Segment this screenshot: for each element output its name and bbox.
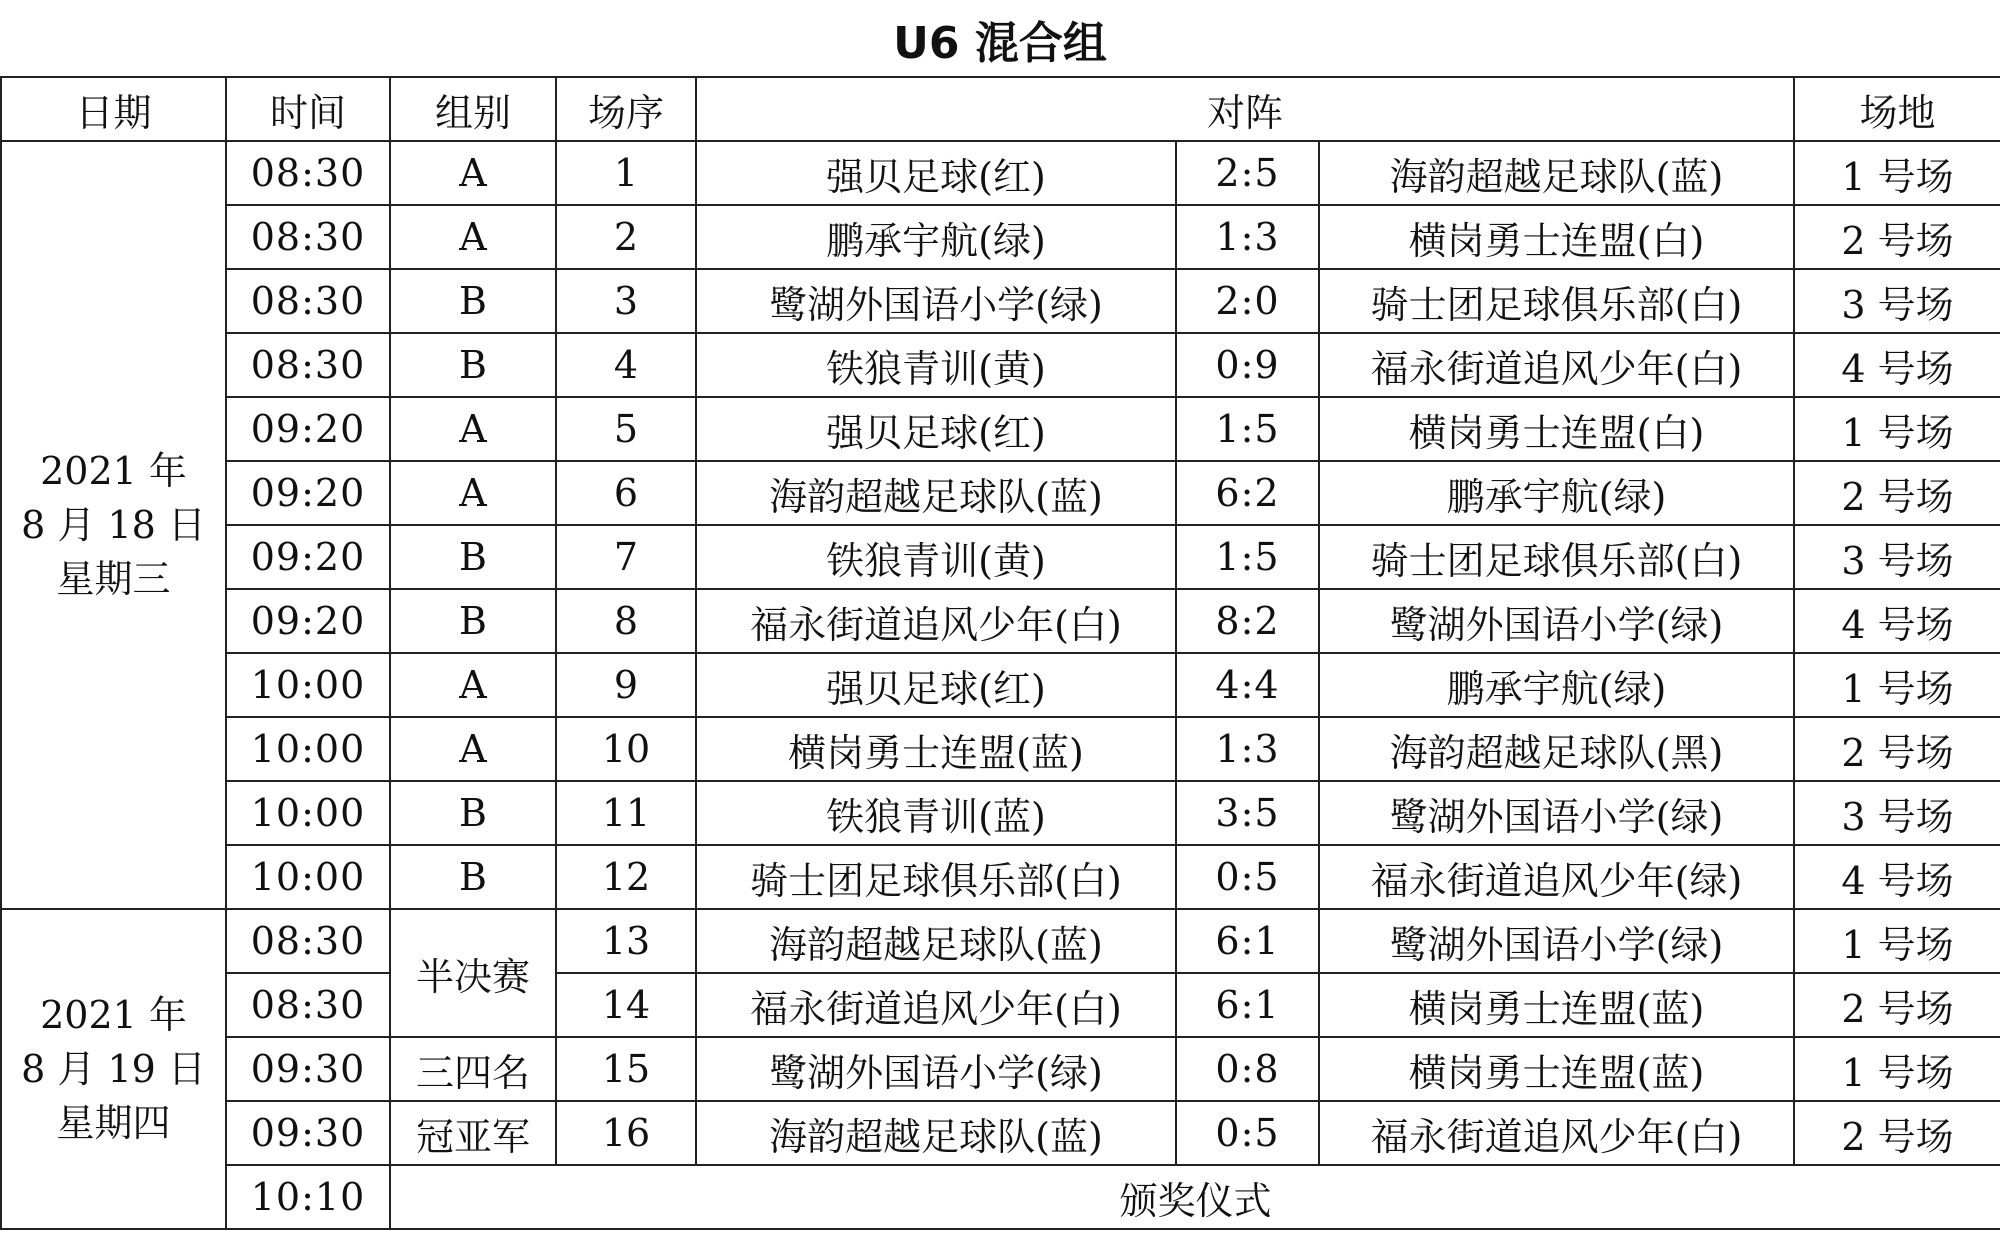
header-group: 组别 (390, 77, 556, 141)
venue-cell: 1 号场 (1794, 397, 2000, 461)
header-order: 场序 (556, 77, 696, 141)
venue-cell: 1 号场 (1794, 909, 2000, 973)
home-team-cell: 海韵超越足球队(蓝) (696, 461, 1176, 525)
date-cell-day2 (1, 909, 226, 1229)
away-team-cell: 鹏承宇航(绿) (1319, 653, 1794, 717)
header-date: 日期 (1, 77, 226, 141)
group-cell: B (390, 845, 556, 909)
group-cell: A (390, 397, 556, 461)
order-cell: 14 (556, 973, 696, 1037)
order-cell: 1 (556, 141, 696, 205)
date-year: 2021 年 (40, 993, 187, 1037)
time-cell: 08:30 (226, 269, 390, 333)
time-cell: 09:20 (226, 461, 390, 525)
order-cell: 6 (556, 461, 696, 525)
date-weekday: 星期三 (56, 557, 171, 601)
time-cell: 09:30 (226, 1101, 390, 1165)
ceremony-time-cell: 10:10 (226, 1165, 390, 1229)
group-cell: B (390, 333, 556, 397)
away-team-cell: 骑士团足球俱乐部(白) (1319, 525, 1794, 589)
score-cell: 1:3 (1176, 205, 1319, 269)
group-cell: B (390, 589, 556, 653)
table-row (1, 525, 2000, 589)
score-cell: 1:3 (1176, 717, 1319, 781)
score-cell: 0:9 (1176, 333, 1319, 397)
time-cell: 10:00 (226, 653, 390, 717)
table-row (1, 909, 2000, 973)
date-year: 2021 年 (40, 449, 187, 493)
venue-cell: 1 号场 (1794, 141, 2000, 205)
away-team-cell: 鹭湖外国语小学(绿) (1319, 909, 1794, 973)
table-row (1, 397, 2000, 461)
home-team-cell: 鹏承宇航(绿) (696, 205, 1176, 269)
time-cell: 08:30 (226, 141, 390, 205)
time-cell: 10:00 (226, 845, 390, 909)
order-cell: 13 (556, 909, 696, 973)
time-cell: 08:30 (226, 909, 390, 973)
table-row (1, 973, 2000, 1037)
group-cell: 三四名 (390, 1037, 556, 1101)
venue-cell: 3 号场 (1794, 525, 2000, 589)
order-cell: 4 (556, 333, 696, 397)
venue-cell: 4 号场 (1794, 333, 2000, 397)
header-matchup: 对阵 (696, 77, 1794, 141)
page-title: U6 混合组 (893, 18, 1107, 69)
score-cell: 2:5 (1176, 141, 1319, 205)
table-row (1, 589, 2000, 653)
time-cell: 09:30 (226, 1037, 390, 1101)
time-cell: 08:30 (226, 205, 390, 269)
score-cell: 1:5 (1176, 397, 1319, 461)
home-team-cell: 骑士团足球俱乐部(白) (696, 845, 1176, 909)
group-cell: A (390, 461, 556, 525)
score-cell: 0:5 (1176, 1101, 1319, 1165)
time-cell: 10:00 (226, 717, 390, 781)
order-cell: 9 (556, 653, 696, 717)
away-team-cell: 横岗勇士连盟(蓝) (1319, 1037, 1794, 1101)
time-cell: 10:00 (226, 781, 390, 845)
score-cell: 0:5 (1176, 845, 1319, 909)
home-team-cell: 海韵超越足球队(蓝) (696, 1101, 1176, 1165)
table-row (1, 1165, 2000, 1229)
table-row (1, 653, 2000, 717)
date-cell-day1 (1, 141, 226, 909)
venue-cell: 1 号场 (1794, 653, 2000, 717)
table-row (1, 1101, 2000, 1165)
header-venue: 场地 (1794, 77, 2000, 141)
group-cell: A (390, 653, 556, 717)
table-row (1, 781, 2000, 845)
table-row (1, 1037, 2000, 1101)
order-cell: 3 (556, 269, 696, 333)
home-team-cell: 福永街道追风少年(白) (696, 973, 1176, 1037)
table-row (1, 717, 2000, 781)
match-schedule-table (0, 76, 2000, 1230)
home-team-cell: 福永街道追风少年(白) (696, 589, 1176, 653)
order-cell: 5 (556, 397, 696, 461)
group-cell: A (390, 205, 556, 269)
home-team-cell: 铁狼青训(蓝) (696, 781, 1176, 845)
venue-cell: 2 号场 (1794, 461, 2000, 525)
table-row (1, 141, 2000, 205)
group-cell-semifinal: 半决赛 (390, 909, 556, 1037)
home-team-cell: 鹭湖外国语小学(绿) (696, 1037, 1176, 1101)
order-cell: 10 (556, 717, 696, 781)
order-cell: 12 (556, 845, 696, 909)
away-team-cell: 骑士团足球俱乐部(白) (1319, 269, 1794, 333)
home-team-cell: 鹭湖外国语小学(绿) (696, 269, 1176, 333)
group-cell: B (390, 269, 556, 333)
date-monthday: 8 月 18 日 (21, 503, 206, 547)
order-cell: 11 (556, 781, 696, 845)
group-cell: B (390, 525, 556, 589)
order-cell: 15 (556, 1037, 696, 1101)
venue-cell: 3 号场 (1794, 781, 2000, 845)
time-cell: 09:20 (226, 397, 390, 461)
score-cell: 2:0 (1176, 269, 1319, 333)
score-cell: 6:2 (1176, 461, 1319, 525)
home-team-cell: 强贝足球(红) (696, 141, 1176, 205)
score-cell: 3:5 (1176, 781, 1319, 845)
group-cell: A (390, 141, 556, 205)
date-weekday: 星期四 (56, 1101, 171, 1145)
time-cell: 09:20 (226, 525, 390, 589)
home-team-cell: 铁狼青训(黄) (696, 333, 1176, 397)
group-cell: A (390, 717, 556, 781)
order-cell: 8 (556, 589, 696, 653)
away-team-cell: 横岗勇士连盟(白) (1319, 397, 1794, 461)
time-cell: 08:30 (226, 333, 390, 397)
date-monthday: 8 月 19 日 (21, 1047, 206, 1091)
venue-cell: 3 号场 (1794, 269, 2000, 333)
away-team-cell: 海韵超越足球队(黑) (1319, 717, 1794, 781)
venue-cell: 2 号场 (1794, 973, 2000, 1037)
home-team-cell: 铁狼青训(黄) (696, 525, 1176, 589)
away-team-cell: 福永街道追风少年(白) (1319, 1101, 1794, 1165)
away-team-cell: 福永街道追风少年(绿) (1319, 845, 1794, 909)
order-cell: 7 (556, 525, 696, 589)
order-cell: 2 (556, 205, 696, 269)
home-team-cell: 强贝足球(红) (696, 653, 1176, 717)
header-time: 时间 (226, 77, 390, 141)
venue-cell: 1 号场 (1794, 1037, 2000, 1101)
away-team-cell: 鹭湖外国语小学(绿) (1319, 781, 1794, 845)
score-cell: 6:1 (1176, 909, 1319, 973)
score-cell: 1:5 (1176, 525, 1319, 589)
venue-cell: 4 号场 (1794, 845, 2000, 909)
score-cell: 0:8 (1176, 1037, 1319, 1101)
table-row (1, 269, 2000, 333)
away-team-cell: 福永街道追风少年(白) (1319, 333, 1794, 397)
venue-cell: 2 号场 (1794, 1101, 2000, 1165)
venue-cell: 2 号场 (1794, 717, 2000, 781)
away-team-cell: 海韵超越足球队(蓝) (1319, 141, 1794, 205)
group-cell: 冠亚军 (390, 1101, 556, 1165)
table-row (1, 333, 2000, 397)
venue-cell: 2 号场 (1794, 205, 2000, 269)
header-row (1, 77, 2000, 141)
ceremony-cell: 颁奖仪式 (390, 1165, 2000, 1229)
score-cell: 8:2 (1176, 589, 1319, 653)
away-team-cell: 横岗勇士连盟(蓝) (1319, 973, 1794, 1037)
time-cell: 08:30 (226, 973, 390, 1037)
home-team-cell: 强贝足球(红) (696, 397, 1176, 461)
table-row (1, 845, 2000, 909)
score-cell: 4:4 (1176, 653, 1319, 717)
away-team-cell: 横岗勇士连盟(白) (1319, 205, 1794, 269)
venue-cell: 4 号场 (1794, 589, 2000, 653)
score-cell: 6:1 (1176, 973, 1319, 1037)
away-team-cell: 鹭湖外国语小学(绿) (1319, 589, 1794, 653)
home-team-cell: 海韵超越足球队(蓝) (696, 909, 1176, 973)
order-cell: 16 (556, 1101, 696, 1165)
table-row (1, 461, 2000, 525)
time-cell: 09:20 (226, 589, 390, 653)
home-team-cell: 横岗勇士连盟(蓝) (696, 717, 1176, 781)
group-cell: B (390, 781, 556, 845)
away-team-cell: 鹏承宇航(绿) (1319, 461, 1794, 525)
table-row (1, 205, 2000, 269)
